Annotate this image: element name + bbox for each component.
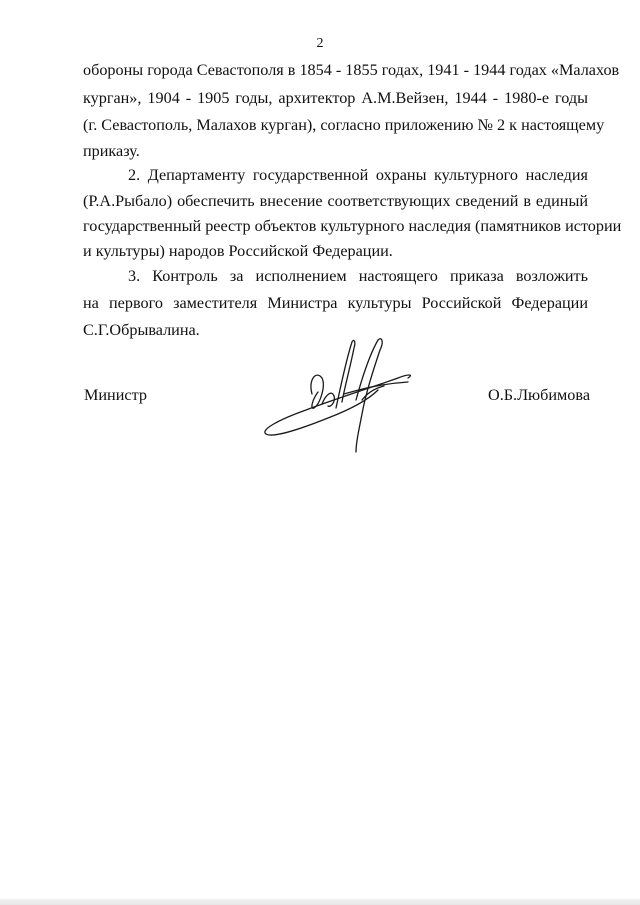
page-number: 2 [316, 36, 324, 51]
paragraph-1-line-1: обороны города Севастополя в 1854 - 1855 годах, 1941 - 1944 годах «Малахов [83, 61, 620, 79]
paragraph-1-line-4: приказу. [83, 142, 140, 160]
handwritten-signature [258, 334, 418, 454]
page-bottom-edge [0, 899, 640, 905]
signer-title: Министр [84, 386, 147, 404]
paragraph-1-line-2: курган», 1904 - 1905 годы, архитектор А.М.Вейзен, 1944 - 1980-е годы [83, 89, 588, 107]
paragraph-2-line-4: и культуры) народов Российской Федерации. [83, 242, 393, 260]
paragraph-2-line-1: 2. Департаменту государственной охраны культурного наследия [128, 166, 588, 184]
paragraph-3-line-2: на первого заместителя Министра культуры Российской Федерации [83, 294, 588, 312]
signer-name: О.Б.Любимова [488, 386, 591, 404]
paragraph-3-line-3: С.Г.Обрывалина. [83, 321, 200, 339]
paragraph-3-line-1: 3. Контроль за исполнением настоящего приказа возложить [128, 267, 588, 285]
paragraph-1-line-3: (г. Севастополь, Малахов курган), согласно приложению № 2 к настоящему [83, 116, 605, 134]
paragraph-2-line-2: (Р.А.Рыбало) обеспечить внесение соответствующих сведений в единый [83, 192, 588, 210]
paragraph-2-line-3: государственный реестр объектов культурного наследия (памятников истории [83, 217, 622, 235]
